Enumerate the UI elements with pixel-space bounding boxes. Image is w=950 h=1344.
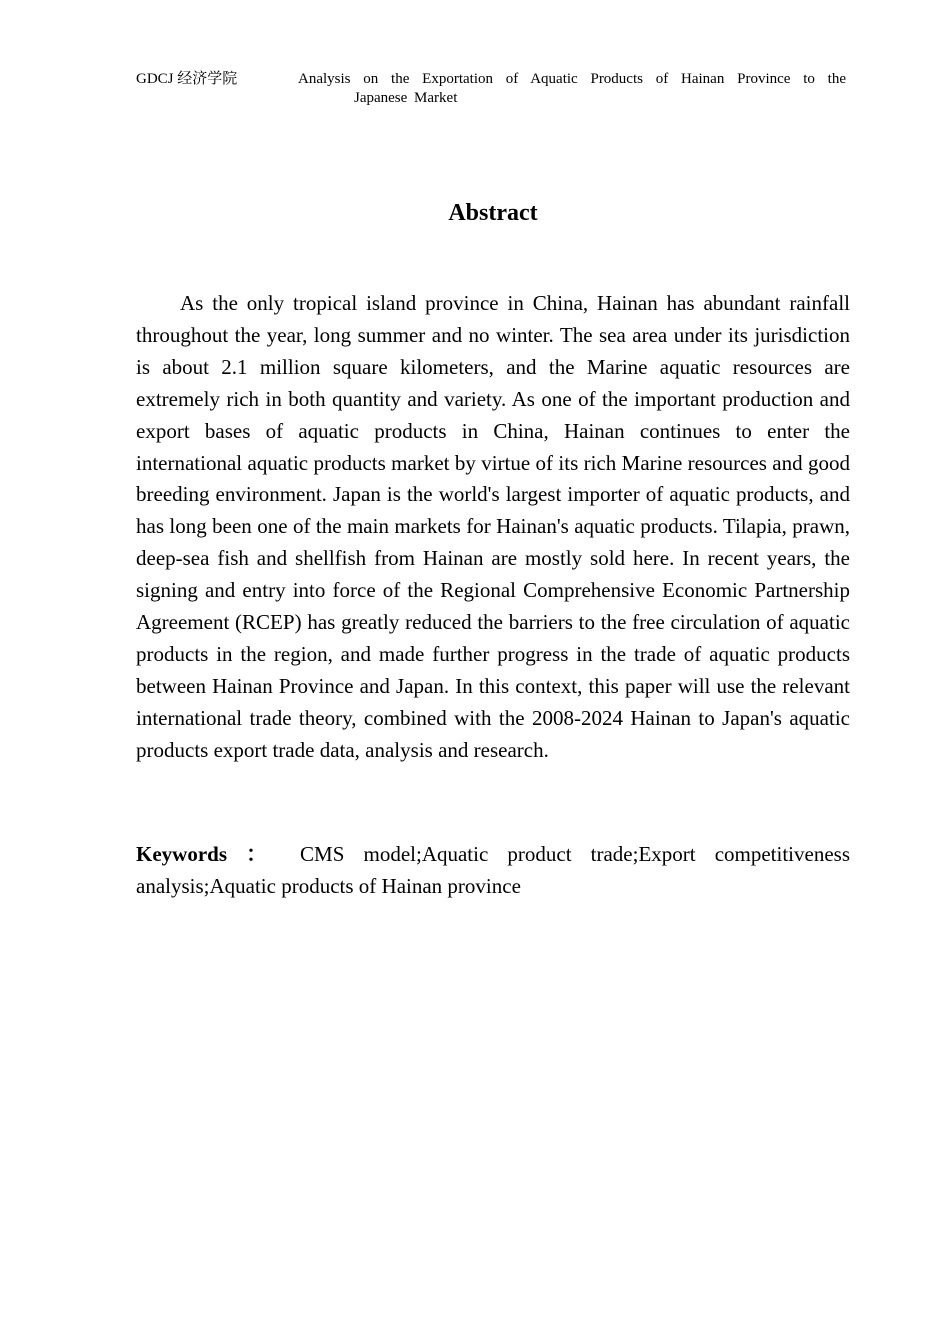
- abstract-heading: Abstract: [448, 200, 538, 226]
- header-title-line2: Japanese Market: [354, 90, 458, 106]
- header-institution: GDCJ 经济学院: [136, 71, 238, 87]
- header-running-title: [298, 70, 846, 108]
- abstract-paragraph: As the only tropical island province in China, Hainan has abundant rainfall throughout the year, long summer and no winter. The sea area under its jurisdiction is about 2.1 million square kilometers, and the Marine aquatic resources are extremely rich in both quantity and variety. As one of the important production and export bases of aquatic products in China, Hainan continues to enter the international aquatic products market by virtue of its rich Marine resources and good breeding environment. Japan is the world's largest importer of aquatic products, and has long been one of the main markets for Hainan's aquatic products. Tilapia, prawn, deep-sea fish and shellfish from Hainan are mostly sold here. In recent years, the signing and entry into force of the Regional Comprehensive Economic Partnership Agreement (RCEP) has greatly reduced the barriers to the free circulation of aquatic products in the region, and made further progress in the trade of aquatic products between Hainan Province and Japan. In this context, this paper will use the relevant international trade theory, combined with the 2008-2024 Hainan to Japan's aquatic products export trade data, analysis and research.: [136, 291, 850, 762]
- header-title-line1: Analysis on the Exportation of Aquatic Products of Hainan Province to the: [298, 71, 846, 87]
- keywords-label: Keywords ：: [136, 842, 281, 866]
- keywords-text: CMS model;Aquatic product trade;Export competitiveness analysis;Aquatic products of Hainan province: [136, 842, 850, 898]
- keywords-paragraph: [136, 838, 850, 902]
